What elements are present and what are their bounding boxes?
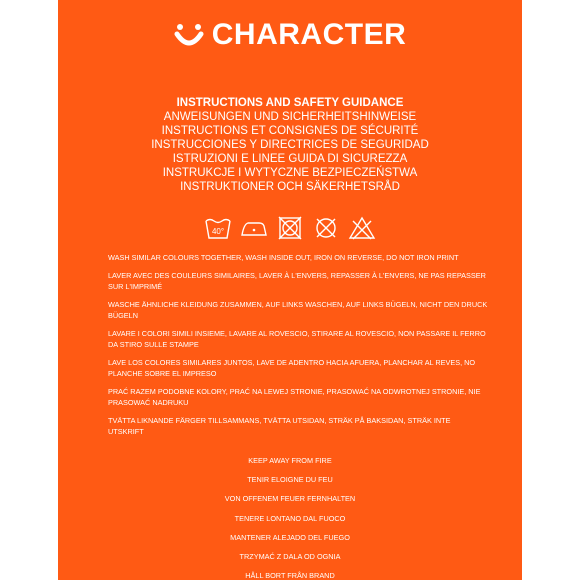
- heading-es: INSTRUCCIONES Y DIRECTRICES DE SEGURIDAD: [151, 139, 429, 151]
- fire-warning-de: VON OFFENEM FEUER FERNHALTEN: [224, 494, 356, 504]
- iron-low-icon: [240, 215, 268, 241]
- heading-title: INSTRUCTIONS AND SAFETY GUIDANCE: [176, 97, 404, 109]
- care-symbols: [58, 215, 522, 241]
- wash-instruction-de: WASCHE ÄHNLICHE KLEIDUNG ZUSAMMEN, AUF LINKS WASCHEN, AUF LINKS BÜGELN, NICHT DEN DRUCK BÜGELN: [108, 300, 488, 320]
- fire-warning-es: MANTENER ALEJADO DEL FUEGO: [230, 532, 350, 542]
- brand-logo: [58, 18, 522, 52]
- fire-warning-pl: TRZYMAĆ Z DALA OD OGNIA: [239, 552, 341, 562]
- heading-fr: INSTRUCTIONS ET CONSIGNES DE SÉCURITÉ: [161, 125, 419, 137]
- care-label-sheet: [58, 0, 522, 580]
- fire-warning-fr: TENIR ELOIGNE DU FEU: [247, 475, 333, 485]
- wash-instruction-en: WASH SIMILAR COLOURS TOGETHER, WASH INSIDE OUT, IRON ON REVERSE, DO NOT IRON PRINT: [108, 253, 459, 262]
- wash-instruction-sv: TVÄTTA LIKNANDE FÄRGER TILLSAMMANS, TVÄTTA UTSIDAN, STRÄK PÅ BAKSIDAN, STRÄK INTE UTSKRIFT: [108, 416, 451, 436]
- fire-warning-it: TENERE LONTANO DAL FUOCO: [234, 513, 346, 523]
- fire-warning-sv: HÅLL BORT FRÅN BRAND: [245, 571, 335, 580]
- brand-name: CHARACTER: [211, 18, 407, 51]
- heading-sv: INSTRUKTIONER OCH SÄKERHETSRÅD: [180, 181, 400, 193]
- smiley-face-icon: [174, 20, 204, 50]
- fire-warnings: [58, 451, 522, 580]
- wash-instruction-it: LAVARE I COLORI SIMILI INSIEME, LAVARE AL ROVESCIO, STIRARE AL ROVESCIO, NON PASSARE IL FERRO DA STIRO SULLE STAMPE: [108, 329, 486, 349]
- do-not-dry-clean-icon: [312, 215, 340, 241]
- wash-instruction-pl: PRAĆ RAZEM PODOBNE KOLORY, PRAĆ NA LEWEJ STRONIE, PRASOWAĆ NA ODWROTNEJ STRONIE, NIE PRASOWAĆ NADRUKU: [108, 387, 481, 407]
- do-not-bleach-icon: [348, 215, 376, 241]
- wash-instruction-fr: LAVER AVEC DES COULEURS SIMILAIRES, LAVER À L'ENVERS, REPASSER À L'ENVERS, NE PAS REPASSER SUR L'IMPRIMÉ: [108, 271, 486, 291]
- wash-40-icon: [204, 215, 232, 241]
- svg-text:40°: 40°: [211, 227, 225, 236]
- heading-de: ANWEISUNGEN UND SICHERHEITSHINWEISE: [163, 111, 417, 123]
- instructions-heading: [58, 96, 522, 194]
- fire-warning-en: KEEP AWAY FROM FIRE: [248, 456, 332, 465]
- do-not-tumble-dry-icon: [276, 215, 304, 241]
- wash-instruction-es: LAVE LOS COLORES SIMILARES JUNTOS, LAVE DE ADENTRO HACIA AFUERA, PLANCHAR AL REVES, NO PLANCHE SOBRE EL IMPRESO: [108, 358, 476, 378]
- wash-instructions: [108, 252, 488, 444]
- heading-it: ISTRUZIONI E LINEE GUIDA DI SICUREZZA: [172, 153, 408, 165]
- heading-pl: INSTRUKCJE I WYTYCZNE BEZPIECZEŃSTWA: [162, 167, 418, 179]
